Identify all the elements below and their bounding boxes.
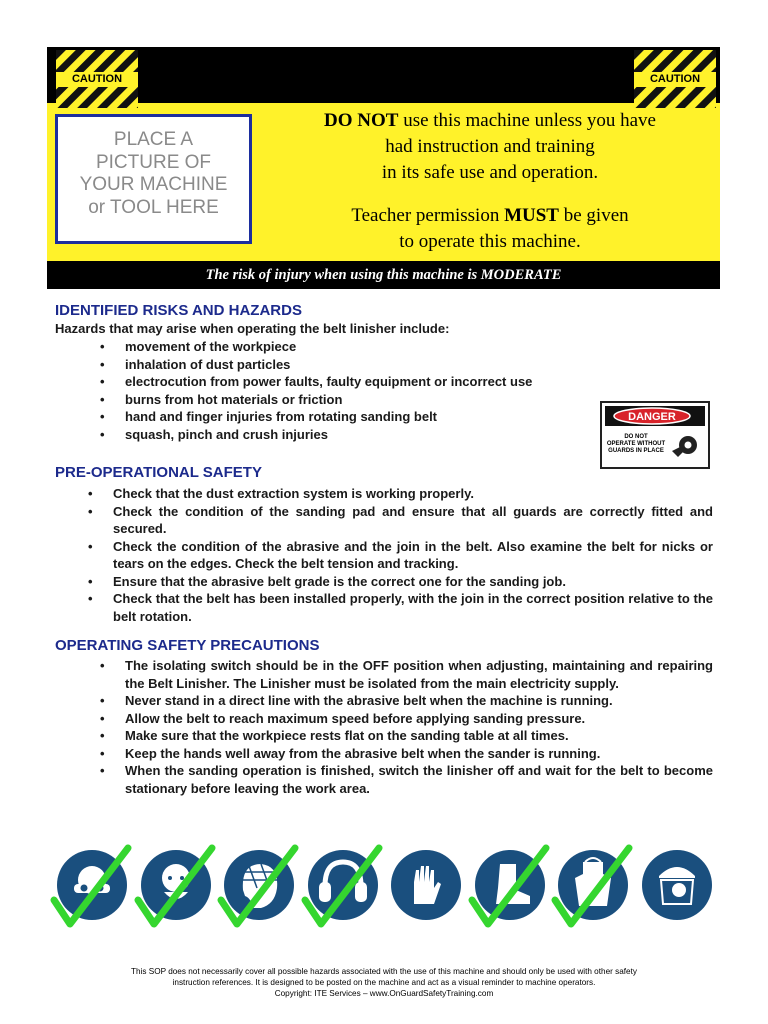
safety-boots-icon [474,848,549,928]
placeholder-line: or TOOL HERE [88,196,219,218]
list-item: • When the sanding operation is finished, switch the linisher off and wait for the belt to become stationary before leaving the work area. [100,763,713,796]
list-item: • movement of the workpiece [100,339,297,354]
dust-mask-icon [140,848,215,928]
list-item: • Check that the belt has been installed properly, with the join in the correct position relative to the belt rotation. [88,591,713,624]
list-item-text: Check that the belt has been installed properly, with the join in the correct position relative to the belt rotation. [113,591,713,624]
list-item-text: Allow the belt to reach maximum speed before applying sanding pressure. [125,710,586,726]
caution-label: CAUTION [56,72,138,87]
caution-label: CAUTION [634,72,716,87]
warning-emphasis: DO NOT [324,110,399,131]
footer-line: instruction references. It is designed to be posted on the machine and act as a visual reminder to machine operators. [172,978,596,987]
list-item: • Never stand in a direct line with the abrasive belt when the machine is running. [100,693,613,708]
warning-line: Teacher permission [351,205,505,226]
list-item: • Check the condition of the sanding pad and ensure that all guards are correctly fitted and secured. [88,503,713,536]
placeholder-line: PLACE A [113,129,194,150]
danger-text: DO NOT [624,434,648,440]
list-item: • Check the condition of the abrasive and the join in the belt. Also examine the belt for nicks or tears on the edges. Check the belt tension and tracking. [88,538,713,571]
placeholder-line: PICTURE OF [95,151,212,173]
section-title-risks: IDENTIFIED RISKS AND HAZARDS [55,302,302,319]
warning-text [262,108,718,255]
list-item-text: electrocution from power faults, faulty equipment or incorrect use [125,374,533,389]
section-title-pre-operational: PRE-OPERATIONAL SAFETY [55,464,262,481]
list-item: • Allow the belt to reach maximum speed before applying sanding pressure. [100,710,586,726]
list-item-text: Check the condition of the sanding pad and ensure that all guards are correctly fitted and secured. [113,503,713,536]
face-shield-icon [641,848,716,928]
hearing-protection-icon [307,848,382,928]
list-item: • inhalation of dust particles [100,356,291,372]
danger-text: OPERATE WITHOUT [606,441,666,447]
placeholder-line: YOUR MACHINE [79,174,228,195]
list-item: • The isolating switch should be in the OFF position when adjusting, maintaining and repairing the Belt Linisher. The Linisher must be isolated from the main electricity supply. [100,658,713,691]
apron-icon [557,848,632,928]
list-item-text: hand and finger injuries from rotating sanding belt [125,409,438,424]
list-item-text: burns from hot materials or friction [125,391,343,407]
warning-line: be given [558,205,629,226]
warning-line: to operate this machine. [399,231,581,252]
danger-sign [600,401,710,469]
risk-level-banner: The risk of injury when using this machine is MODERATE [205,267,562,283]
risks-intro: Hazards that may arise when operating the belt linisher include: [55,321,450,336]
hazards-list [100,338,600,443]
list-item-text: Keep the hands well away from the abrasive belt when the sander is running. [125,745,601,761]
footer-disclaimer [40,966,728,999]
section-title-operating: OPERATING SAFETY PRECAUTIONS [55,637,320,654]
footer-line: Copyright: ITE Services – www.OnGuardSafetyTraining.com [274,989,494,998]
list-item: • burns from hot materials or friction [100,391,343,407]
danger-text: GUARDS IN PLACE [608,448,664,454]
list-item: • Keep the hands well away from the abrasive belt when the sander is running. [100,745,601,761]
list-item: • Ensure that the abrasive belt grade is the correct one for the sanding job. [88,573,566,589]
list-item: • Check that the dust extraction system is working properly. [88,486,474,501]
caution-sign-right [634,50,716,108]
warning-line: use this machine unless you have [398,110,656,131]
gloves-icon [390,848,465,928]
warning-emphasis: MUST [504,205,559,226]
machine-photo-placeholder [55,114,252,244]
list-item-text: Check the condition of the abrasive and the join in the belt. Also examine the belt for nicks or tears on the edges. Check the belt tension and tracking. [113,538,713,571]
list-item-text: Make sure that the workpiece rests flat on the sanding table at all times. [125,728,569,743]
list-item: • electrocution from power faults, faulty equipment or incorrect use [100,374,533,389]
caution-sign-left [56,50,138,108]
hair-net-icon [223,848,298,928]
list-item-text: squash, pinch and crush injuries [125,426,328,442]
warning-line: had instruction and training [385,136,595,157]
list-item-text: When the sanding operation is finished, switch the linisher off and wait for the belt to become stationary before leaving the work area. [125,763,713,796]
list-item-text: inhalation of dust particles [125,356,291,372]
list-item-text: The isolating switch should be in the OFF position when adjusting, maintaining and repairing the Belt Linisher. The Linisher must be isolated from the main electricity supply. [125,658,713,691]
list-item-text: Check that the dust extraction system is working properly. [113,486,474,501]
operating-list [100,657,713,797]
list-item: • Make sure that the workpiece rests flat on the sanding table at all times. [100,728,569,743]
list-item: • hand and finger injuries from rotating sanding belt [100,409,438,424]
pre-operational-list [88,485,713,625]
footer-line: This SOP does not necessarily cover all possible hazards associated with the use of this machine and should only be used with other safety [131,967,637,976]
list-item: • squash, pinch and crush injuries [100,426,328,442]
safety-glasses-icon [56,848,131,928]
list-item-text: Never stand in a direct line with the abrasive belt when the machine is running. [125,693,613,708]
list-item-text: Ensure that the abrasive belt grade is the correct one for the sanding job. [113,573,566,589]
danger-title: DANGER [628,411,676,423]
list-item-text: movement of the workpiece [125,339,297,354]
warning-line: in its safe use and operation. [381,162,599,183]
